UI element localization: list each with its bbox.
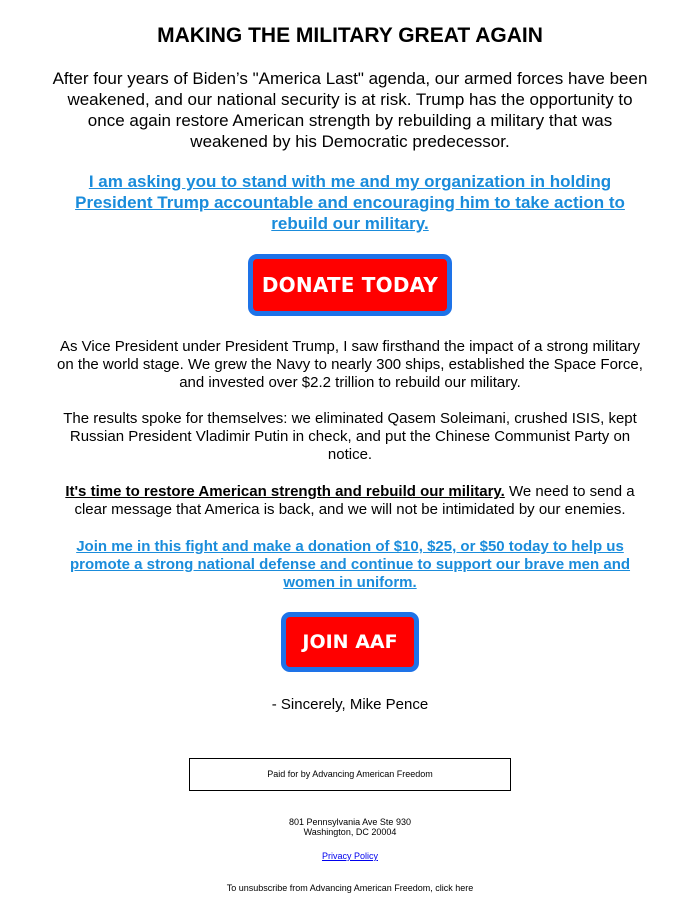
join-button-row	[50, 612, 650, 672]
address-line-1: 801 Pennsylvania Ave Ste 930	[289, 817, 411, 827]
paid-for-disclaimer: Paid for by Advancing American Freedom	[189, 758, 511, 791]
restore-rest: We need to send a clear message that America is back, and we will not be intimidated by our enemies.	[74, 483, 635, 518]
restore-emphasis: It's time to restore American strength and rebuild our military.	[65, 483, 505, 500]
results-paragraph: The results spoke for themselves: we eliminated Qasem Soleimani, crushed ISIS, kept Russian President Vladimir Putin in check, and put the Chinese Communist Party on notice.	[63, 410, 637, 463]
donate-button-row	[50, 254, 650, 316]
intro-paragraph: After four years of Biden’s "America Last" agenda, our armed forces have been weakened, and our national security is at risk. Trump has the opportunity to once again restore American strength by rebuilding a military that was weakened by his Democratic predecessor.	[52, 69, 648, 151]
email-title: MAKING THE MILITARY GREAT AGAIN	[157, 24, 543, 47]
ask-paragraph	[50, 171, 650, 234]
join-paragraph	[50, 538, 650, 592]
unsubscribe-text[interactable]: To unsubscribe from Advancing American Freedom, click here	[226, 883, 474, 893]
signoff: - Sincerely, Mike Pence	[271, 696, 429, 713]
join-aaf-button[interactable]: JOIN AAF	[281, 612, 419, 672]
ask-link[interactable]: I am asking you to stand with me and my organization in holding President Trump accountable and encouraging him to take action to rebuild our military.	[75, 172, 625, 233]
address-line-2: Washington, DC 20004	[303, 827, 397, 837]
vp-paragraph: As Vice President under President Trump, I saw firsthand the impact of a strong military on the world stage. We grew the Navy to nearly 300 ships, established the Space Force, and invested over $2.2 trillion to rebuild our military.	[57, 338, 643, 391]
donate-button[interactable]: DONATE TODAY	[248, 254, 452, 316]
join-link[interactable]: Join me in this fight and make a donation of $10, $25, or $50 today to help us promote a strong national defense and continue to support our brave men and women in uniform.	[69, 538, 631, 591]
mailing-address	[50, 817, 650, 837]
privacy-row	[50, 851, 650, 861]
email-body	[50, 0, 650, 893]
restore-paragraph	[50, 483, 650, 519]
privacy-policy-link[interactable]: Privacy Policy	[321, 851, 378, 861]
